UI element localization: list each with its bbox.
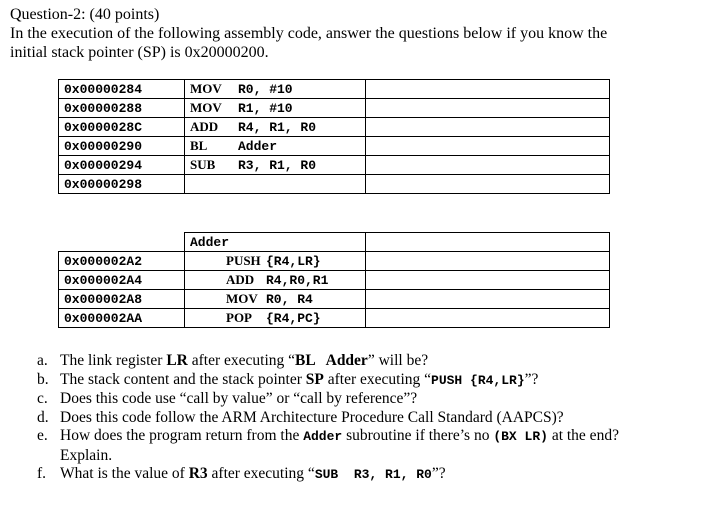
question-letter: a. (37, 352, 48, 369)
empty-cell (366, 252, 610, 271)
question-list (37, 352, 654, 485)
question-letter: c. (37, 390, 48, 407)
question-e (37, 427, 654, 465)
text-run: What is the value of (60, 465, 189, 482)
operands: {R4,LR} (266, 254, 321, 269)
empty-cell (366, 137, 610, 156)
subroutine-label: Adder (185, 233, 366, 252)
question-letter: b. (37, 370, 49, 388)
mnemonic: ADD (226, 272, 255, 287)
operands: R4, R1, R0 (238, 120, 317, 135)
register-name: SP (305, 370, 324, 388)
text-run: ” will be? (367, 352, 429, 369)
question-text (60, 371, 654, 391)
text-run: subroutine if there’s no (342, 427, 494, 444)
question-letter: e. (37, 427, 48, 444)
empty-cell (366, 99, 610, 118)
address-cell: 0x00000294 (59, 156, 185, 175)
address-cell: 0x00000288 (59, 99, 185, 118)
question-text (60, 352, 654, 371)
table-row (59, 309, 610, 328)
table-row (59, 80, 610, 99)
empty-cell (366, 309, 610, 328)
question-letter: d. (37, 408, 49, 426)
empty-cell (366, 290, 610, 309)
text-run: after executing “ (207, 465, 315, 482)
table-row (59, 118, 610, 137)
address-cell: 0x00000298 (59, 175, 185, 194)
instruction-cell (185, 80, 366, 99)
text-run: ”? (431, 465, 446, 482)
mnemonic: MOV (190, 100, 222, 115)
instruction-cell (185, 118, 366, 137)
instruction-cell (185, 137, 366, 156)
empty-cell (366, 233, 610, 252)
instruction-cell (185, 156, 366, 175)
mnemonic: MOV (190, 81, 222, 96)
address-cell: 0x000002AA (59, 309, 185, 328)
mnemonic: BL (190, 138, 208, 153)
address-cell: 0x000002A4 (59, 271, 185, 290)
empty-cell (366, 80, 610, 99)
instruction-ref: SUB R3, R1, R0 (314, 467, 432, 482)
address-cell: 0x000002A2 (59, 252, 185, 271)
instruction-cell (185, 252, 366, 271)
question-header (10, 5, 607, 62)
question-a (37, 352, 654, 371)
text-run: How does the program return from the (60, 427, 304, 444)
table-row (59, 252, 610, 271)
instruction-cell (185, 99, 366, 118)
address-cell: 0x000002A8 (59, 290, 185, 309)
operands: R3, R1, R0 (238, 158, 317, 173)
question-b (37, 371, 654, 391)
question-text (60, 427, 654, 465)
question-c (37, 390, 654, 409)
instruction-cell (185, 290, 366, 309)
register-name: LR (166, 352, 188, 369)
address-cell: 0x0000028C (59, 118, 185, 137)
instruction-cell (185, 271, 366, 290)
operands: R0, #10 (238, 82, 293, 97)
empty-cell (366, 175, 610, 194)
question-text (60, 465, 654, 485)
question-d (37, 409, 654, 428)
table-row (59, 156, 610, 175)
empty-cell (366, 118, 610, 137)
text-run: The stack content and the stack pointer (60, 370, 306, 388)
address-cell: 0x00000290 (59, 137, 185, 156)
operands: Adder (238, 139, 278, 154)
instruction-ref: PUSH {R4,LR} (431, 372, 525, 388)
question-letter: f. (37, 465, 47, 482)
text-run: The link register (60, 352, 167, 369)
empty-cell (366, 156, 610, 175)
mnemonic: ADD (190, 119, 219, 134)
empty-cell (366, 271, 610, 290)
subroutine-code-table (58, 232, 610, 328)
operands: {R4,PC} (266, 311, 321, 326)
instruction-cell (185, 309, 366, 328)
table-row (59, 175, 610, 194)
question-title: Question-2: (40 points) (10, 6, 160, 23)
operands: R1, #10 (238, 101, 293, 116)
main-code-table (58, 79, 610, 194)
operands: R4,R0,R1 (266, 273, 329, 288)
table-row (59, 233, 610, 252)
empty-cell (59, 233, 185, 252)
question-intro-line-1: In the execution of the following assembly code, answer the questions below if you know the (10, 25, 608, 42)
text-run: after executing “ (187, 352, 296, 369)
text-run: ”? (524, 370, 539, 388)
instruction-cell (185, 175, 366, 194)
text-run: at the end? Explain. (60, 427, 619, 464)
mnemonic: SUB (190, 157, 216, 172)
table-row (59, 271, 610, 290)
mnemonic: PUSH (226, 253, 261, 268)
register-name: R3 (188, 465, 208, 482)
question-intro-line-2: initial stack pointer (SP) is 0x20000200. (10, 44, 269, 61)
mnemonic: POP (226, 310, 252, 325)
question-text: Does this code follow the ARM Architecture Procedure Call Standard (AAPCS)? (60, 408, 564, 426)
instruction-ref: BL Adder (295, 352, 368, 369)
table-row (59, 137, 610, 156)
question-f (37, 465, 654, 485)
address-cell: 0x00000284 (59, 80, 185, 99)
instruction-ref: (BX LR) (493, 429, 548, 444)
table-row (59, 99, 610, 118)
mnemonic: MOV (226, 291, 258, 306)
text-run: after executing “ (323, 370, 432, 388)
operands: R0, R4 (266, 292, 313, 307)
subroutine-ref: Adder (303, 429, 343, 444)
table-row (59, 290, 610, 309)
question-text: Does this code use “call by value” or “call by reference”? (60, 390, 418, 407)
